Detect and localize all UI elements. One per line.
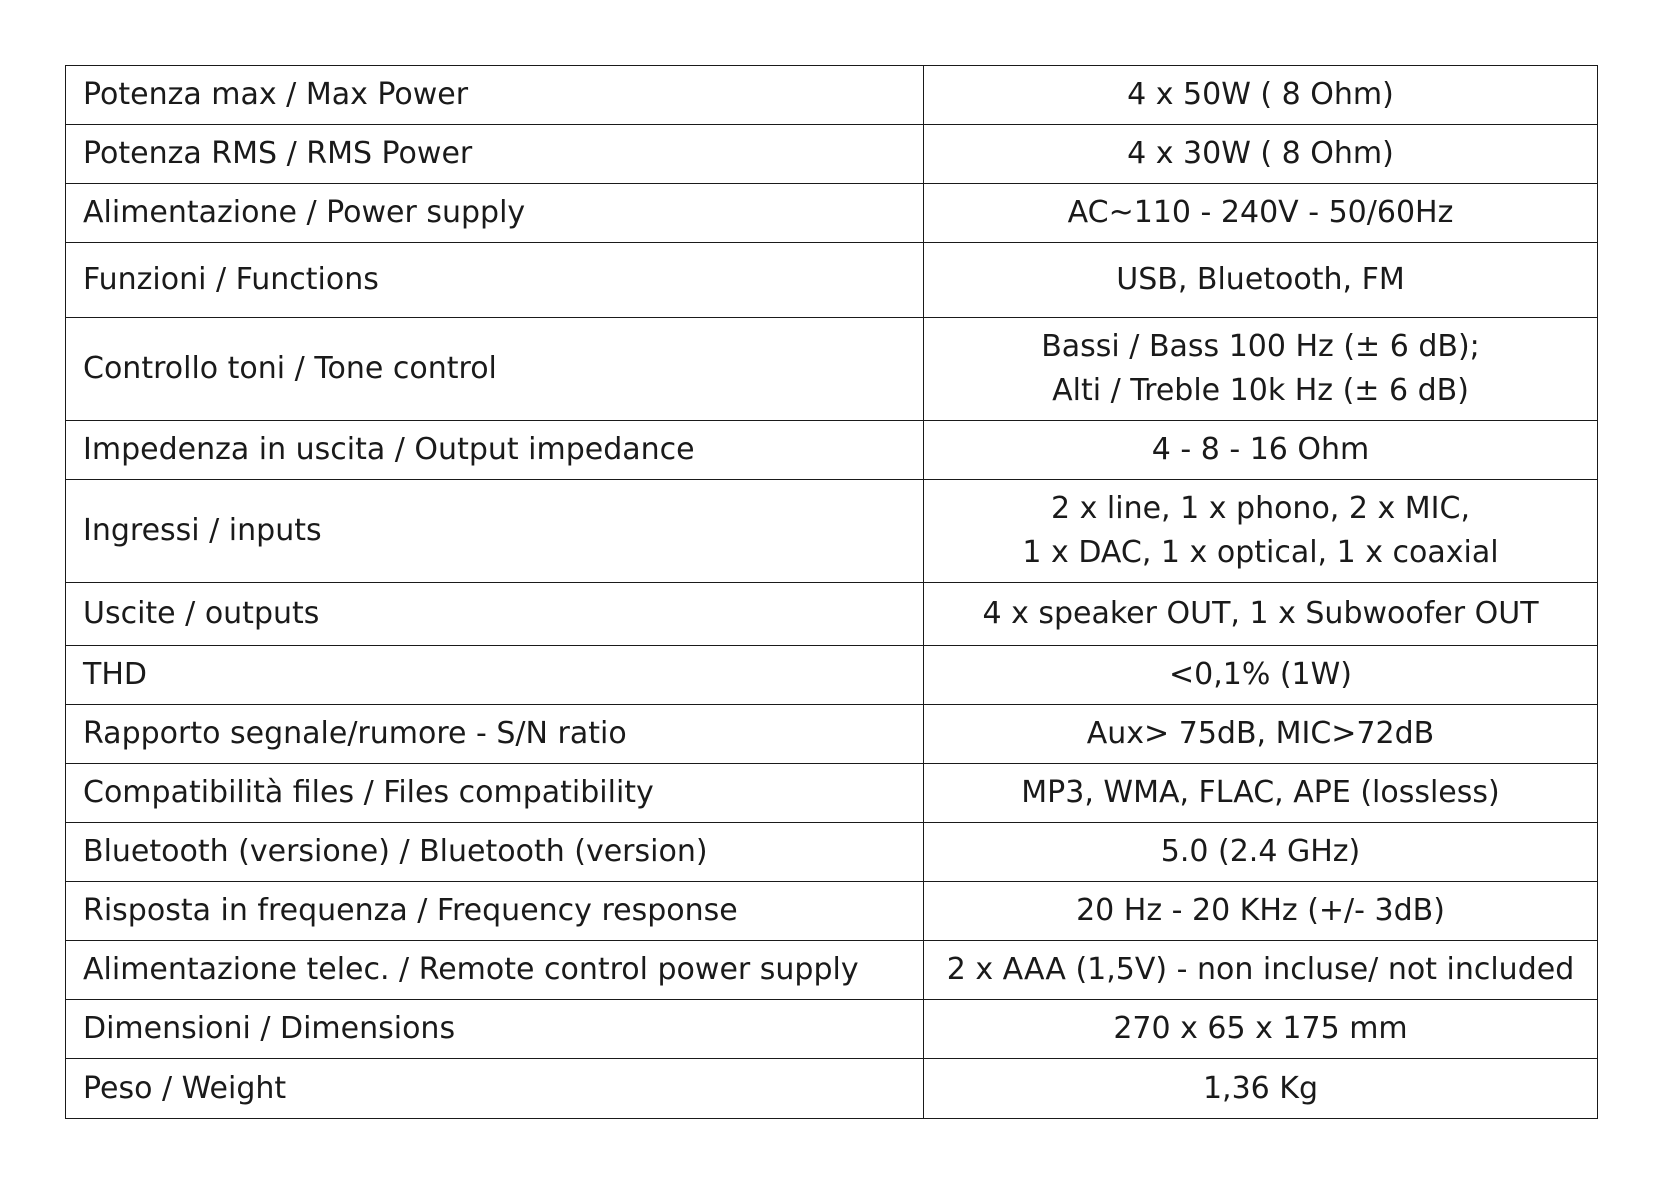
table-row [66, 421, 1598, 480]
spec-label: Funzioni / Functions [66, 243, 924, 318]
spec-value: 2 x line, 1 x phono, 2 x MIC, 1 x DAC, 1 x optical, 1 x coaxial [924, 480, 1598, 583]
spec-label: Rapporto segnale/rumore - S/N ratio [66, 705, 924, 764]
spec-label: Ingressi / inputs [66, 480, 924, 583]
spec-value: Bassi / Bass 100 Hz (± 6 dB); Alti / Treble 10k Hz (± 6 dB) [924, 318, 1598, 421]
table-row [66, 66, 1598, 125]
spec-value: 4 x 30W ( 8 Ohm) [924, 125, 1598, 184]
spec-label: THD [66, 646, 924, 705]
spec-label: Potenza max / Max Power [66, 66, 924, 125]
table-row [66, 823, 1598, 882]
table-row [66, 184, 1598, 243]
table-row [66, 318, 1598, 421]
spec-label: Bluetooth (versione) / Bluetooth (version) [66, 823, 924, 882]
spec-label: Dimensioni / Dimensions [66, 1000, 924, 1059]
table-row [66, 705, 1598, 764]
spec-value: 4 x 50W ( 8 Ohm) [924, 66, 1598, 125]
spec-value: MP3, WMA, FLAC, APE (lossless) [924, 764, 1598, 823]
spec-label: Alimentazione / Power supply [66, 184, 924, 243]
spec-label: Alimentazione telec. / Remote control power supply [66, 941, 924, 1000]
spec-label: Uscite / outputs [66, 583, 924, 646]
spec-value: 20 Hz - 20 KHz (+/- 3dB) [924, 882, 1598, 941]
table-row [66, 764, 1598, 823]
spec-value: 5.0 (2.4 GHz) [924, 823, 1598, 882]
spec-label: Compatibilità files / Files compatibility [66, 764, 924, 823]
table-row [66, 1000, 1598, 1059]
spec-value: <0,1% (1W) [924, 646, 1598, 705]
table-row [66, 125, 1598, 184]
table-row [66, 646, 1598, 705]
table-row [66, 882, 1598, 941]
table-row [66, 583, 1598, 646]
spec-value: AC~110 - 240V - 50/60Hz [924, 184, 1598, 243]
spec-value: 270 x 65 x 175 mm [924, 1000, 1598, 1059]
spec-table [65, 65, 1598, 1119]
spec-value: Aux> 75dB, MIC>72dB [924, 705, 1598, 764]
table-row [66, 941, 1598, 1000]
spec-value: 4 - 8 - 16 Ohm [924, 421, 1598, 480]
spec-value: 2 x AAA (1,5V) - non incluse/ not included [924, 941, 1598, 1000]
table-row [66, 243, 1598, 318]
table-row [66, 480, 1598, 583]
spec-label: Peso / Weight [66, 1059, 924, 1119]
spec-value: 1,36 Kg [924, 1059, 1598, 1119]
spec-label: Potenza RMS / RMS Power [66, 125, 924, 184]
table-row [66, 1059, 1598, 1119]
spec-label: Controllo toni / Tone control [66, 318, 924, 421]
spec-label: Risposta in frequenza / Frequency response [66, 882, 924, 941]
spec-label: Impedenza in uscita / Output impedance [66, 421, 924, 480]
spec-value: 4 x speaker OUT, 1 x Subwoofer OUT [924, 583, 1598, 646]
spec-value: USB, Bluetooth, FM [924, 243, 1598, 318]
